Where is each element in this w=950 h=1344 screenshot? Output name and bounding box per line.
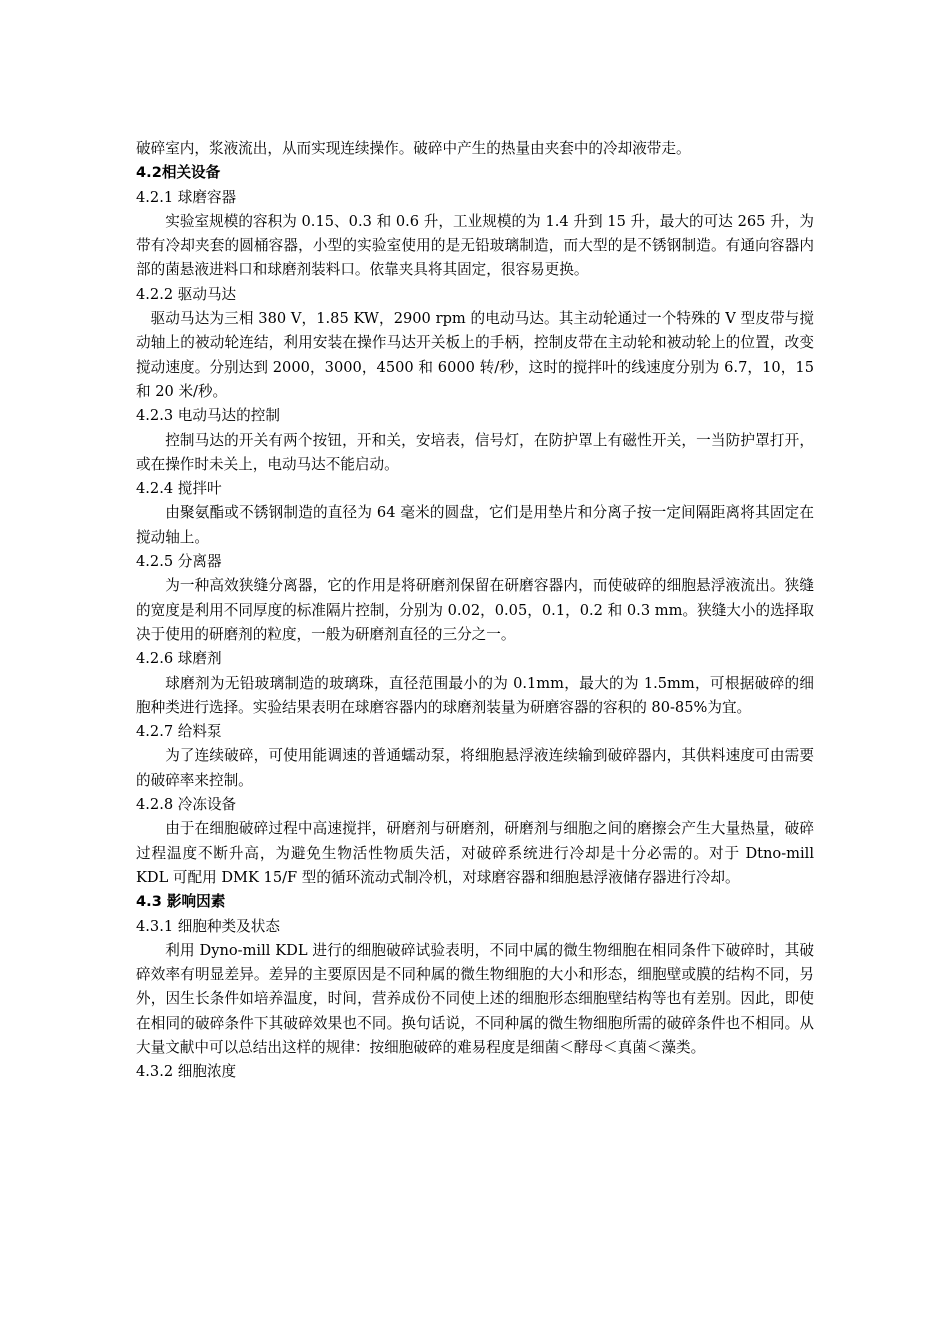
section-heading-4-3: 4.3 影响因素	[136, 893, 226, 911]
subsection-heading-4-2-4: 4.2.4 搅拌叶	[136, 480, 222, 498]
subsection-heading-4-2-1: 4.2.1 球磨容器	[136, 188, 237, 206]
paragraph-grinding-media: 球磨剂为无铅玻璃制造的玻璃珠，直径范围最小的为 0.1mm，最大的为 1.5mm，可根据破碎的细胞种类进行选择。实验结果表明在球磨容器内的球磨剂装量为研磨容器的容积的 80-85%为宜。	[136, 674, 814, 716]
paragraph-continuation: 破碎室内，浆液流出，从而实现连续操作。破碎中产生的热量由夹套中的冷却液带走。	[136, 140, 691, 157]
paragraph-agitator-blade: 由聚氨酯或不锈钢制造的直径为 64 毫米的圆盘，它们是用垫片和分离子按一定间隔距离将其固定在搅动轴上。	[136, 504, 814, 546]
subsection-heading-4-3-1: 4.3.1 细胞种类及状态	[136, 917, 280, 935]
paragraph-motor-control: 控制马达的开关有两个按钮，开和关，安培表，信号灯，在防护罩上有磁性开关，一当防护罩打开，或在操作时未关上，电动马达不能启动。	[136, 431, 814, 473]
subsection-heading-4-2-5: 4.2.5 分离器	[136, 553, 222, 571]
document-page	[136, 137, 814, 1085]
paragraph-separator: 为一种高效狭缝分离器，它的作用是将研磨剂保留在研磨容器内，而使破碎的细胞悬浮液流出。狭缝的宽度是利用不同厚度的标准隔片控制，分别为 0.02，0.05，0.1，0.2 和 0.3 mm。狭缝大小的选择取决于使用的研磨剂的粒度，一般为研磨剂直径的三分之一。	[136, 577, 814, 643]
subsection-heading-4-2-8: 4.2.8 冷冻设备	[136, 796, 237, 814]
section-heading-4-2: 4.2相关设备	[136, 164, 221, 182]
paragraph-drive-motor: 驱动马达为三相 380 V，1.85 KW，2900 rpm 的电动马达。其主动轮通过一个特殊的 V 型皮带与搅动轴上的被动轮连结，利用安装在操作马达开关板上的手柄，控制皮带在主动轮和被动轮上的位置，改变搅动速度。分别达到 2000，3000，4500 和 6000 转/秒，这时的搅拌叶的线速度分别为 6.7，10，15 和 20 米/秒。	[136, 310, 814, 400]
subsection-heading-4-2-2: 4.2.2 驱动马达	[136, 285, 237, 303]
subsection-heading-4-2-7: 4.2.7 给料泵	[136, 723, 222, 741]
paragraph-cell-type: 利用 Dyno-mill KDL 进行的细胞破碎试验表明，不同中属的微生物细胞在相同条件下破碎时，其破碎效率有明显差异。差异的主要原因是不同种属的微生物细胞的大小和形态，细胞壁或膜的结构不同，另外，因生长条件如培养温度，时间，营养成份不同使上述的细胞形态细胞壁结构等也有差别。因此，即使在相同的破碎条件下其破碎效果也不同。换句话说，不同种属的微生物细胞所需的破碎条件也不相同。从大量文献中可以总结出这样的规律：按细胞破碎的难易程度是细菌＜酵母＜真菌＜藻类。	[136, 941, 814, 1056]
subsection-heading-4-2-6: 4.2.6 球磨剂	[136, 650, 222, 668]
paragraph-cooling-equipment: 由于在细胞破碎过程中高速搅拌，研磨剂与研磨剂，研磨剂与细胞之间的磨擦会产生大量热量，破碎过程温度不断升高，为避免生物活性物质失活，对破碎系统进行冷却是十分必需的。对于 Dtno-mill KDL 可配用 DMK 15/F 型的循环流动式制冷机，对球磨容器和细胞悬浮液储存器进行冷却。	[136, 820, 814, 886]
paragraph-feed-pump: 为了连续破碎，可使用能调速的普通蠕动泵，将细胞悬浮液连续输到破碎器内，其供料速度可由需要的破碎率来控制。	[136, 747, 814, 789]
paragraph-ball-mill-container: 实验室规模的容积为 0.15、0.3 和 0.6 升，工业规模的为 1.4 升到 15 升，最大的可达 265 升，为带有冷却夹套的圆桶容器，小型的实验室使用的是无铅玻璃制造，而大型的是不锈钢制造。有通向容器内部的菌悬液进料口和球磨剂装料口。依靠夹具将其固定，很容易更换。	[136, 212, 814, 279]
subsection-heading-4-3-2: 4.3.2 细胞浓度	[136, 1063, 237, 1081]
subsection-heading-4-2-3: 4.2.3 电动马达的控制	[136, 407, 280, 425]
